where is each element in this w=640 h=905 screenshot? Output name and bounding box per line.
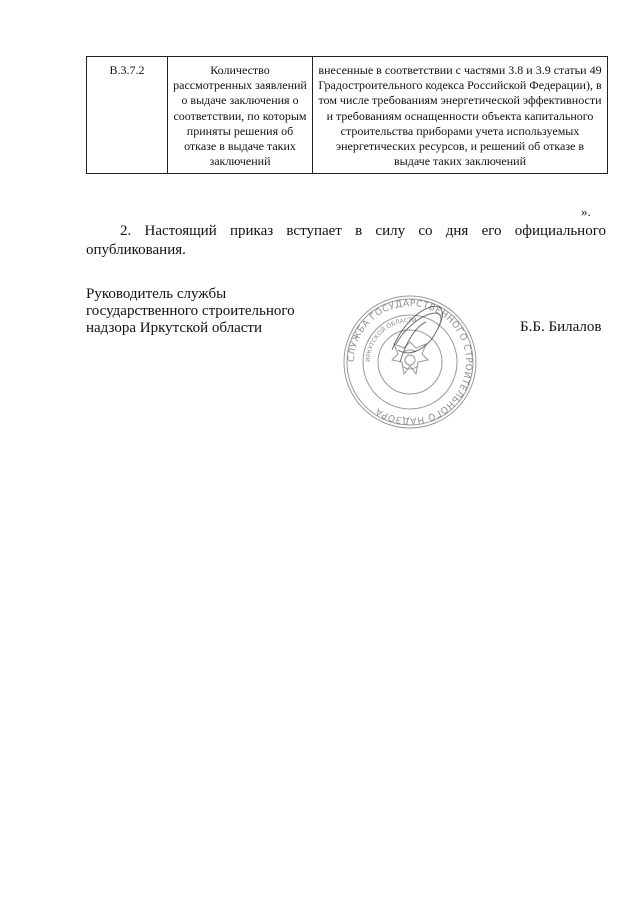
row-description: внесенные в соответствии с частями 3.8 и 3.9 статьи 49 Градостроительного кодекса Российской Федерации), в том числе требованиям энергетической эффективности и требованиям оснащенности объекта капитального строительства приборами учета используемых энергетических ресурсов, и решений об отказе в выдаче таких заключений bbox=[313, 57, 608, 174]
signer-title bbox=[86, 286, 346, 337]
indicators-table bbox=[86, 56, 608, 174]
paragraph-effective-date: 2. Настоящий приказ вступает в силу со дня его официального опубликования. bbox=[86, 223, 606, 258]
seal-inner-text: ИРКУТСКОЙ ОБЛАСТИ bbox=[364, 316, 417, 363]
row-code: В.3.7.2 bbox=[87, 57, 168, 174]
row-indicator: Количество рассмотренных заявлений о выдаче заключения о соответствии, по которым приняты решения об отказе в выдаче таких заключений bbox=[168, 57, 313, 174]
signer-title-line: надзора Иркутской области bbox=[86, 320, 262, 336]
signer-title-line: Руководитель службы bbox=[86, 286, 227, 302]
table-row bbox=[87, 57, 608, 174]
official-seal bbox=[340, 292, 480, 432]
seal-outer-text: СЛУЖБА ГОСУДАРСТВЕННОГО СТРОИТЕЛЬНОГО НАДЗОРА bbox=[346, 298, 474, 426]
signer-title-line: государственного строительного bbox=[86, 303, 295, 319]
closing-quote: ». bbox=[581, 204, 591, 219]
signer-name: Б.Б. Билалов bbox=[520, 319, 602, 335]
